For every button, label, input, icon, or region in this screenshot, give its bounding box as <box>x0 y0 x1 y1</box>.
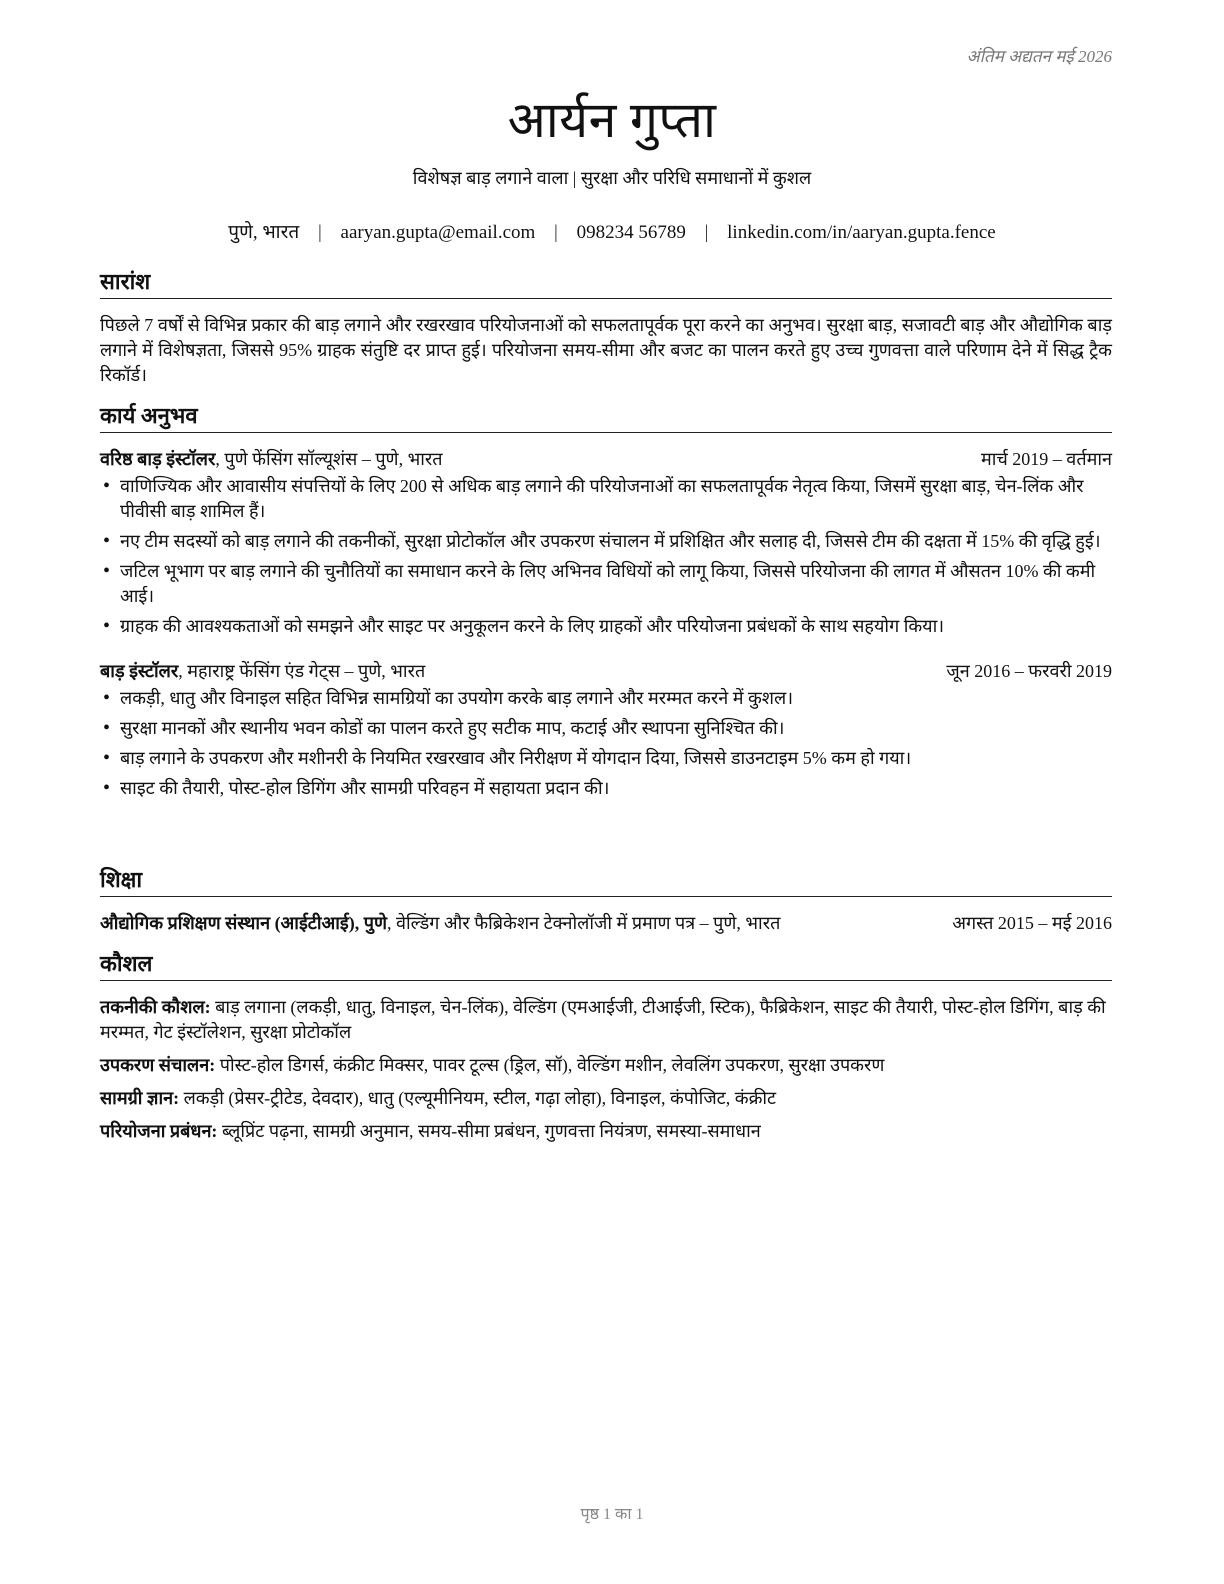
bullet-item: • वाणिज्यिक और आवासीय संपत्तियों के लिए 200 से अधिक बाड़ लगाने की परियोजनाओं का सफलतापूर्वक नेतृत्व किया, जिसमें सुरक्षा बाड़, चेन-लिंक और पीवीसी बाड़ शामिल हैं। <box>100 474 1112 524</box>
contact-phone: 098234 56789 <box>576 222 686 243</box>
skill-row <box>100 1119 1112 1144</box>
contact-linkedin[interactable]: linkedin.com/in/aaryan.gupta.fence <box>727 222 996 243</box>
education-line <box>100 911 780 936</box>
skill-value: पोस्ट-होल डिगर्स, कंक्रीट मिक्सर, पावर टूल्स (ड्रिल, सॉ), वेल्डिंग मशीन, लेवलिंग उपकरण, सुरक्षा उपकरण <box>215 1055 885 1075</box>
job-company: , महाराष्ट्र फेंसिंग एंड गेट्स – पुणे, भारत <box>178 661 426 681</box>
skills-section <box>100 950 1112 1152</box>
skill-value: लकड़ी (प्रेसर-ट्रीटेड, देवदार), धातु (एल्यूमीनियम, स्टील, गढ़ा लोहा), विनाइल, कंपोजिट, कंक्रीट <box>179 1088 777 1108</box>
job-company: , पुणे फेंसिंग सॉल्यूशंस – पुणे, भारत <box>215 449 443 469</box>
skill-value: ब्लूप्रिंट पढ़ना, सामग्री अनुमान, समय-सीमा प्रबंधन, गुणवत्ता नियंत्रण, समस्या-समाधान <box>217 1121 761 1141</box>
bullet-item: • नए टीम सदस्यों को बाड़ लगाने की तकनीकों, सुरक्षा प्रोटोकॉल और उपकरण संचालन में प्रशिक्षित और सलाह दी, जिससे टीम की दक्षता में 15% की वृद्धि हुई। <box>100 529 1112 554</box>
skill-row <box>100 995 1112 1045</box>
candidate-name: आर्यन गुप्ता <box>507 92 717 148</box>
summary-heading: सारांश <box>100 268 1112 299</box>
skills-heading: कौशल <box>100 950 1112 981</box>
contact-separator: | <box>704 222 709 243</box>
job-header <box>100 659 1112 684</box>
skills-list <box>100 995 1112 1144</box>
skill-label: उपकरण संचालन: <box>100 1055 216 1075</box>
summary-text: पिछले 7 वर्षों से विभिन्न प्रकार की बाड़ लगाने और रखरखाव परियोजनाओं को सफलतापूर्वक पूरा करने का अनुभव। सुरक्षा बाड़, सजावटी बाड़ और औद्योगिक बाड़ लगाने में विशेषज्ञता, जिससे 95% ग्राहक संतुष्टि दर प्राप्त हुई। परियोजना समय-सीमा और बजट का पालन करते हुए उच्च गुणवत्ता वाले परिणाम देने में सिद्ध ट्रैक रिकॉर्ड। <box>100 315 1112 385</box>
education-heading: शिक्षा <box>100 866 1112 897</box>
job-role: वरिष्ठ बाड़ इंस्टॉलर <box>100 449 216 469</box>
skill-label: परियोजना प्रबंधन: <box>100 1121 218 1141</box>
contact-line <box>0 218 1224 244</box>
education-institution: औद्योगिक प्रशिक्षण संस्थान (आईटीआई), पुणे <box>100 913 387 933</box>
skill-row <box>100 1086 1112 1111</box>
bullet-item: • ग्राहक की आवश्यकताओं को समझने और साइट पर अनुकूलन करने के लिए ग्राहकों और परियोजना प्रबंधकों के साथ सहयोग किया। <box>100 614 1112 639</box>
education-detail: , वेल्डिंग और फैब्रिकेशन टेक्नोलॉजी में प्रमाण पत्र – पुणे, भारत <box>387 913 781 933</box>
page-number: पृष्ठ 1 का 1 <box>580 1506 644 1523</box>
bullet-item: • बाड़ लगाने के उपकरण और मशीनरी के नियमित रखरखाव और निरीक्षण में योगदान दिया, जिससे डाउनटाइम 5% कम हो गया। <box>100 746 1112 771</box>
job-bullets <box>100 686 1112 801</box>
bullet-item: • जटिल भूभाग पर बाड़ लगाने की चुनौतियों का समाधान करने के लिए अभिनव विधियों को लागू किया, जिससे परियोजना की लागत में औसतन 10% की कमी आई। <box>100 559 1112 609</box>
contact-email[interactable]: aaryan.gupta@email.com <box>340 222 536 243</box>
education-entry <box>100 911 1112 936</box>
contact-separator: | <box>554 222 558 243</box>
education-dates: अगस्त 2015 – मई 2016 <box>952 913 1112 933</box>
experience-section <box>100 402 1112 806</box>
job-bullets <box>100 474 1112 639</box>
job-header <box>100 447 1112 472</box>
contact-separator: | <box>317 222 322 243</box>
contact-location: पुणे, भारत <box>228 222 300 243</box>
summary-section <box>100 268 1112 388</box>
tagline: विशेषज्ञ बाड़ लगाने वाला | सुरक्षा और परिधि समाधानों में कुशल <box>412 168 812 188</box>
skill-label: तकनीकी कौशल: <box>100 997 211 1017</box>
last-updated: अंतिम अद्यतन मई 2026 <box>966 47 1112 66</box>
job-entry <box>100 659 1112 801</box>
job-entry <box>100 447 1112 639</box>
experience-heading: कार्य अनुभव <box>100 402 1112 433</box>
bullet-item: • लकड़ी, धातु और विनाइल सहित विभिन्न सामग्रियों का उपयोग करके बाड़ लगाने और मरम्मत करने में कुशल। <box>100 686 1112 711</box>
skill-label: सामग्री ज्ञान: <box>100 1088 180 1108</box>
job-dates: जून 2016 – फरवरी 2019 <box>946 661 1112 681</box>
bullet-item: • सुरक्षा मानकों और स्थानीय भवन कोडों का पालन करते हुए सटीक माप, कटाई और स्थापना सुनिश्चित की। <box>100 716 1112 741</box>
job-dates: मार्च 2019 – वर्तमान <box>980 449 1112 469</box>
job-title-line <box>100 447 443 472</box>
skill-value: बाड़ लगाना (लकड़ी, धातु, विनाइल, चेन-लिंक), वेल्डिंग (एमआईजी, टीआईजी, स्टिक), फैब्रिकेशन, साइट की तैयारी, पोस्ट-होल डिगिंग, बाड़ की मरम्मत, गेट इंस्टॉलेशन, सुरक्षा प्रोटोकॉल <box>100 997 1106 1042</box>
bullet-item: • साइट की तैयारी, पोस्ट-होल डिगिंग और सामग्री परिवहन में सहायता प्रदान की। <box>100 776 1112 801</box>
job-role: बाड़ इंस्टॉलर <box>100 661 179 681</box>
skill-row <box>100 1053 1112 1078</box>
job-title-line <box>100 659 425 684</box>
education-section <box>100 866 1112 936</box>
